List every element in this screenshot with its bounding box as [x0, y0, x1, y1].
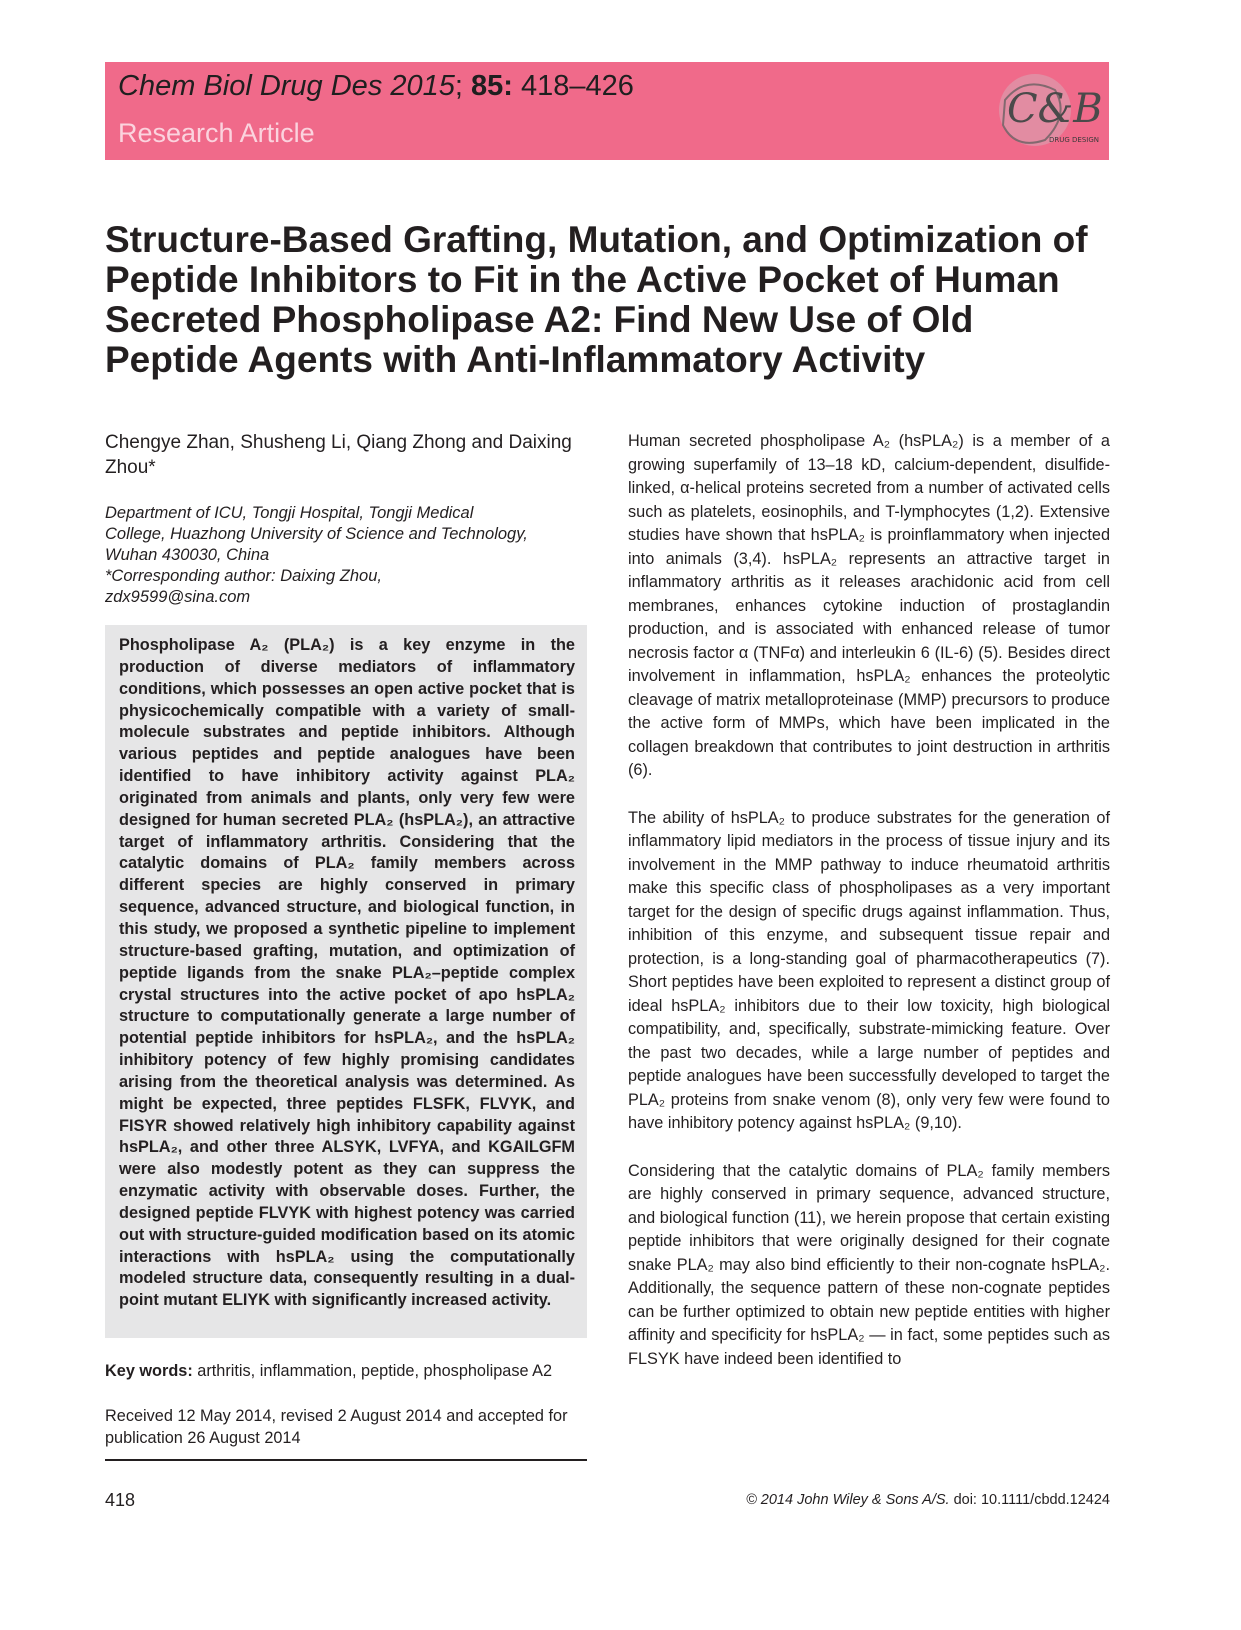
keywords — [105, 1360, 587, 1382]
corresponding-email[interactable]: zdx9599@sina.com — [105, 588, 251, 606]
doi-text[interactable]: doi: 10.1111/cbdd.12424 — [949, 1492, 1110, 1508]
affiliation-line: Department of ICU, Tongji Hospital, Tongji Medical — [105, 504, 474, 522]
article-title: Structure-Based Grafting, Mutation, and Optimization of Peptide Inhibitors to Fit in the Active Pocket of Human Secreted Phospholipase A2: Find New Use of Old Peptide Agents with Anti-Inflammatory Activity — [105, 219, 1088, 380]
affiliation-line: Wuhan 430030, China — [105, 546, 270, 564]
journal-citation — [118, 70, 634, 103]
footer-copyright — [746, 1492, 1110, 1508]
journal-volume: 85: — [471, 70, 513, 102]
keywords-text: arthritis, inflammation, peptide, phospholipase A2 — [192, 1362, 553, 1380]
abstract-text: Phospholipase A₂ (PLA₂) is a key enzyme in the production of diverse mediators of inflammatory conditions, which possesses an open active pocket that is physicochemically compatible with a variety of small-molecule substrates and peptide inhibitors. Although various peptides and peptide analogues have been identified to have inhibitory activity against PLA₂ originated from animals and plants, only very few were designed for human secreted PLA₂ (hsPLA₂), an attractive target of inflammatory arthritis. Considering that the catalytic domains of PLA₂ family members across different species are highly conserved in primary sequence, advanced structure, and biological function, in this study, we proposed a synthetic pipeline to implement structure-based grafting, mutation, and optimization of peptide ligands from the snake PLA₂–peptide complex crystal structures into the active pocket of apo hsPLA₂ structure to computationally generate a large number of potential peptide inhibitors for hsPLA₂, and the hsPLA₂ inhibitory potency of few highly promising candidates arising from the theoretical analysis was determined. As might be expected, three peptides FLSFK, FLVYK, and FISYR showed relatively high inhibitory capability against hsPLA₂, and other three ALSYK, LVFYA, and KGAILGFM were also modestly potent as they can suppress the enzymatic activity with observable doses. Further, the designed peptide FLVYK with highest potency was carried out with structure-guided modification based on its atomic interactions with hsPLA₂ using the computationally modeled structure data, consequently resulting in a dual-point mutant ELIYK with significantly increased activity. — [119, 636, 575, 1310]
body-column — [628, 430, 1110, 1395]
citation-separator: ; — [454, 70, 472, 102]
body-paragraph: Considering that the catalytic domains of PLA₂ family members are highly conserved in primary sequence, advanced structure, and biological function (11), we herein propose that certain existing peptide inhibitors that were originally designed for their cognate snake PLA₂ may also bind efficiently to their non-cognate hsPLA₂. Additionally, the sequence pattern of these non-cognate peptides can be further optimized to obtain new peptide entities with higher affinity and specificity for hsPLA₂ — in fact, some peptides such as FLSYK have indeed been identified to — [628, 1161, 1110, 1368]
affiliation — [105, 503, 585, 608]
journal-logo-icon — [985, 70, 1103, 154]
article-type: Research Article — [118, 118, 315, 148]
publication-dates: Received 12 May 2014, revised 2 August 2014 and accepted for publication 26 August 2014 — [105, 1407, 568, 1447]
copyright-text: © 2014 John Wiley & Sons A/S. — [746, 1492, 950, 1508]
body-paragraph: The ability of hsPLA₂ to produce substrates for the generation of inflammatory lipid mediators in the process of tissue injury and its involvement in the MMP pathway to induce rheumatoid arthritis make this specific class of phospholipases as a very important target for the design of specific drugs against inflammation. Thus, inhibition of this enzyme, and subsequent tissue repair and protection, is a long-standing goal of pharmacotherapeutics (7). Short peptides have been exploited to represent a distinct group of ideal hsPLA₂ inhibitors due to their low toxicity, high biological compatibility, and, specifically, substrate-mimicking feature. Over the past two decades, while a large number of peptides and peptide analogues have been successfully developed to target the PLA₂ proteins from snake venom (8), only very few were found to have inhibitory potency against hsPLA₂ (9,10). — [628, 808, 1110, 1132]
logo-letters: C&B — [1007, 86, 1103, 132]
journal-name: Chem Biol Drug Des 2015 — [118, 70, 455, 102]
journal-pages: 418–426 — [512, 70, 634, 102]
keywords-label: Key words: — [105, 1362, 193, 1380]
affiliation-line: College, Huazhong University of Science and Technology, — [105, 525, 528, 543]
corresponding-author: *Corresponding author: Daixing Zhou, — [105, 567, 382, 585]
body-paragraph: Human secreted phospholipase A₂ (hsPLA₂) is a member of a growing superfamily of 13–18 kD, calcium-dependent, disulfide-linked, α-helical proteins secreted from a number of activated cells such as platelets, eosinophils, and T-lymphocytes (1,2). Extensive studies have shown that hsPLA₂ is proinflammatory when injected into animals (3,4). hsPLA₂ represents an attractive target in inflammatory arthritis as it releases arachidonic acid from cell membranes, enhances cytokine induction of prostaglandin production, and is associated with enhanced release of tumor necrosis factor α (TNFα) and interleukin 6 (IL-6) (5). Besides direct involvement in inflammation, hsPLA₂ enhances the proteolytic cleavage of matrix metalloproteinase (MMP) precursors to produce the active form of MMPs, which have been implicated in the collagen breakdown that contributes to joint destruction in arthritis (6). — [628, 432, 1110, 779]
page-number: 418 — [105, 1490, 136, 1510]
divider — [105, 1459, 587, 1461]
author-list: Chengye Zhan, Shusheng Li, Qiang Zhong and Daixing Zhou* — [105, 432, 572, 478]
logo-subtext: DRUG DESIGN — [1049, 136, 1100, 144]
abstract-box — [105, 625, 587, 1338]
journal-header-band — [105, 62, 1109, 160]
